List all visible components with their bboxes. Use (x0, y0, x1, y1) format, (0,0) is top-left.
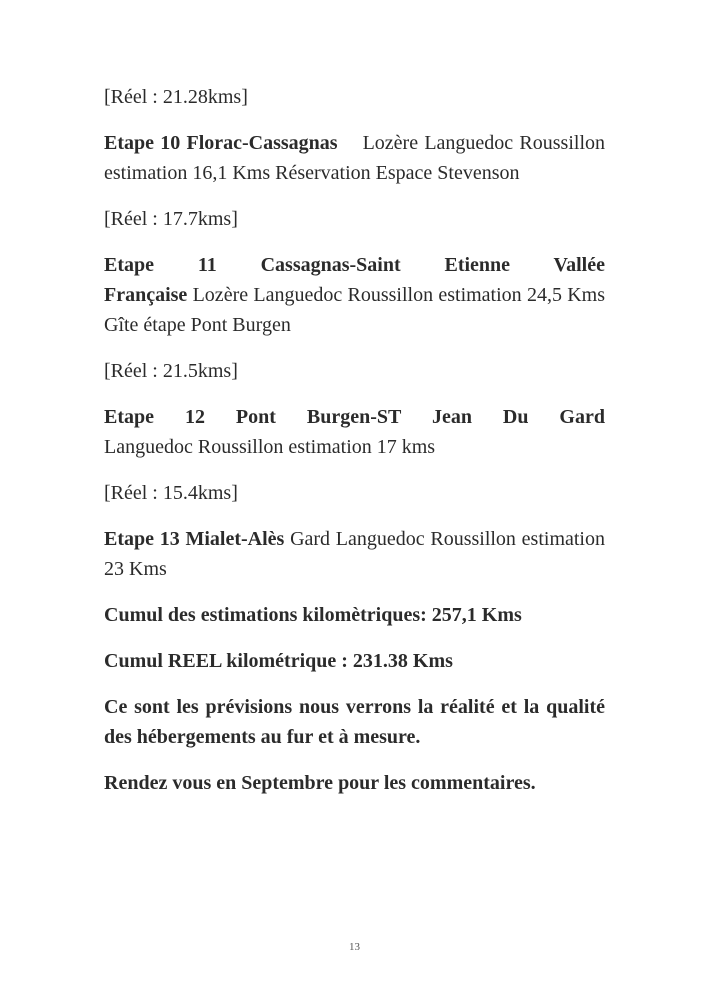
cumul-estimations (104, 600, 605, 630)
reel-distance-10: [Réel : 17.7kms] (104, 208, 238, 230)
page-number: 13 (349, 941, 360, 953)
document-page (104, 82, 605, 814)
reel-distance-12: [Réel : 15.4kms] (104, 482, 238, 504)
rendez-vous-paragraph (104, 768, 605, 798)
rendez-vous-text: Rendez vous en Septembre pour les commentaires. (104, 772, 536, 794)
cumul-reel-text: Cumul REEL kilométrique : 231.38 Kms (104, 650, 453, 672)
etape-12-title: Etape 12 Pont Burgen-ST Jean Du Gard (104, 406, 605, 428)
etape-10-paragraph (104, 128, 605, 188)
etape-10-title: Etape 10 Florac-Cassagnas (104, 132, 338, 154)
etape-12-details: Languedoc Roussillon estimation 17 kms (104, 436, 436, 458)
etape-11-paragraph (104, 250, 605, 340)
etape-13-title: Etape 13 Mialet-Alès (104, 528, 285, 550)
etape-10-details: Lozère Languedoc Roussillon estimation 16,1 Kms Réservation Espace Stevenson (104, 132, 605, 184)
etape-13-paragraph (104, 524, 605, 584)
previsions-paragraph (104, 692, 605, 752)
etape-11-title-line1: Etape 11 Cassagnas-Saint Etienne Vallée (104, 254, 605, 276)
etape-11-details: Lozère Languedoc Roussillon estimation 24,5 Kms Gîte étape Pont Burgen (104, 284, 605, 336)
etape-11-title-line2: Française (104, 284, 188, 306)
previsions-text: Ce sont les prévisions nous verrons la réalité et la qualité des hébergements au fur et à mesure. (104, 696, 605, 748)
cumul-estimations-text: Cumul des estimations kilomètriques: 257,1 Kms (104, 604, 522, 626)
reel-distance-9: [Réel : 21.28kms] (104, 86, 248, 108)
etape-13-details: Gard Languedoc Roussillon estimation 23 Kms (104, 528, 605, 580)
cumul-reel (104, 646, 605, 676)
etape-12-paragraph (104, 402, 605, 462)
reel-distance-11: [Réel : 21.5kms] (104, 360, 238, 382)
